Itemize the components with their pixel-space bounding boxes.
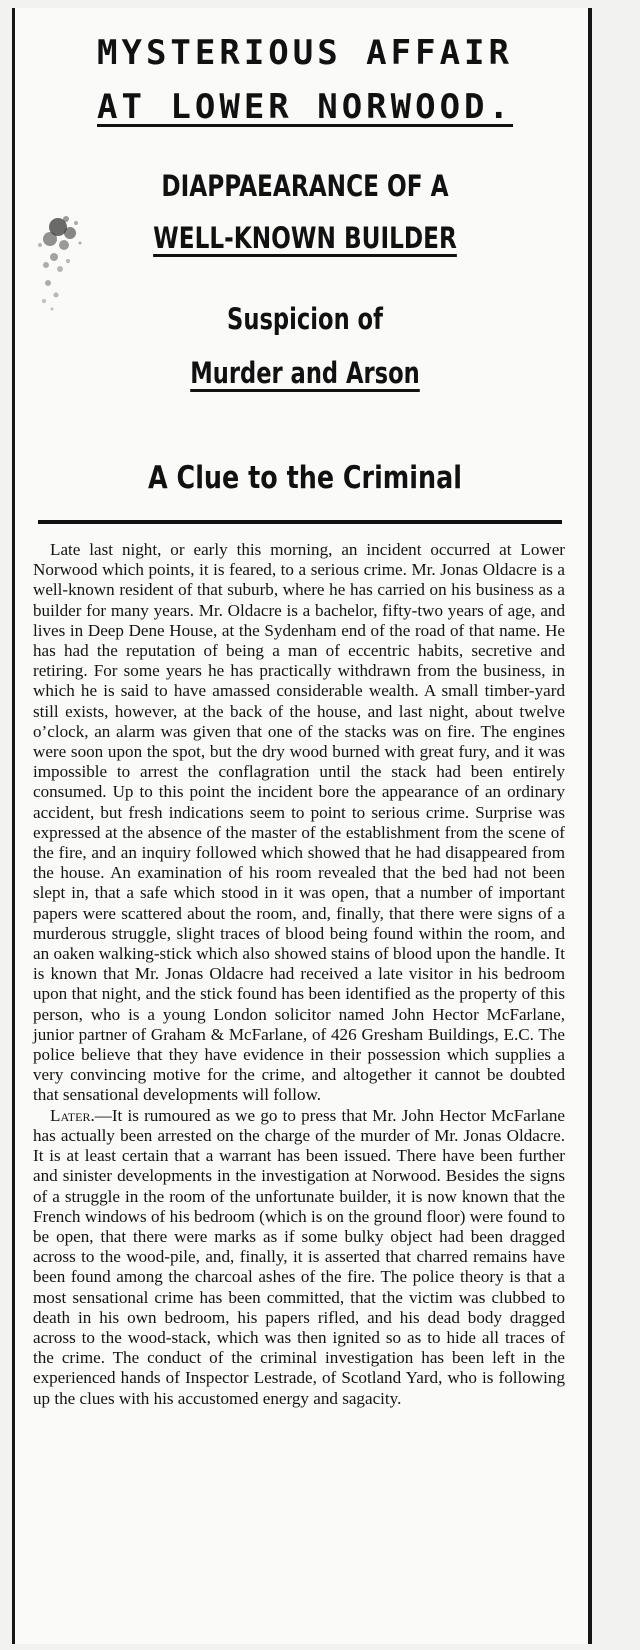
- section-divider: [38, 520, 562, 524]
- suspicion-line-2: [67, 351, 543, 395]
- headline-line-2-text: AT LOWER NORWOOD.: [97, 87, 513, 127]
- headline-line-1: MYSTERIOUS AFFAIR: [97, 33, 513, 73]
- headline-line-2: [0, 82, 610, 132]
- suspicion-line-1: Suspicion of: [227, 302, 383, 336]
- subhead-line-1: DIAPPAEARANCE OF A: [161, 169, 449, 203]
- article-body: [33, 540, 565, 1409]
- later-label: Later.: [50, 1105, 95, 1125]
- subhead-line-2: [61, 215, 549, 261]
- suspicion-line-2-text: Murder and Arson: [190, 356, 420, 390]
- article-paragraph-2: [33, 1106, 565, 1409]
- left-column-rule: [12, 8, 15, 1644]
- right-column-rule: [588, 8, 592, 1644]
- clue-heading: A Clue to the Criminal: [148, 460, 462, 496]
- article-paragraph-1: Late last night, or early this morning, an incident occurred at Lower Norwood which points, it is feared, to a serious crime. Mr. Jonas Oldacre is a well-known resident of that suburb, where he has carried on his business as a builder for many years. Mr. Oldacre is a bachelor, fifty-two years of age, and lives in Deep Dene House, at the Sydenham end of the road of that name. He has had the reputation of being a man of eccentric habits, secretive and retiring. For some years he has practically withdrawn from the business, in which he is said to have amassed considerable wealth. A small timber-yard still exists, however, at the back of the house, and last night, about twelve o’clock, an alarm was given that one of the stacks was on fire. The engines were soon upon the spot, but the dry wood burned with great fury, and it was impossible to arrest the conflagration until the stack had been entirely consumed. Up to this point the incident bore the appearance of an ordinary accident, but fresh indications seem to point to serious crime. Surprise was expressed at the absence of the master of the establishment from the scene of the fire, and an inquiry followed which showed that he had disappeared from the house. An examination of his room revealed that the bed had not been slept in, that a safe which stood in it was open, that a number of important papers were scattered about the room, and, finally, that there were signs of a murderous struggle, slight traces of blood being found within the room, and an oaken walking-stick which also showed stains of blood upon the handle. It is known that Mr. Jonas Oldacre had received a late visitor in his bedroom upon that night, and the stick found has been identified as the property of this person, who is a young London solicitor named John Hector McFarlane, junior partner of Graham & McFarlane, of 426 Gresham Buildings, E.C. The police believe that they have evidence in their possession which supplies a very convincing motive for the crime, and altogether it cannot be doubted that sensational developments will follow.: [33, 540, 565, 1105]
- article-paragraph-2-text: —It is rumoured as we go to press that Mr. John Hector McFarlane has actually been arrested on the charge of the murder of Mr. Jonas Oldacre. It is at least certain that a warrant has been issued. There have been further and sinister developments in the investigation at Norwood. Besides the signs of a struggle in the room of the unfortunate builder, it is now known that the French windows of his bedroom (which is on the ground floor) were found to be open, that there were marks as if some bulky object had been dragged across to the wood-pile, and, finally, it is asserted that charred remains have been found among the charcoal ashes of the fire. The police theory is that a most sensational crime has been committed, that the victim was clubbed to death in his own bedroom, his papers rifled, and his dead body dragged across to the wood-stack, which was then ignited so as to hide all traces of the crime. The conduct of the criminal investigation has been left in the experienced hands of Inspector Lestrade, of Scotland Yard, who is following up the clues with his accustomed energy and sagacity.: [33, 1105, 565, 1408]
- subhead-line-2-text: WELL-KNOWN BUILDER: [153, 221, 457, 255]
